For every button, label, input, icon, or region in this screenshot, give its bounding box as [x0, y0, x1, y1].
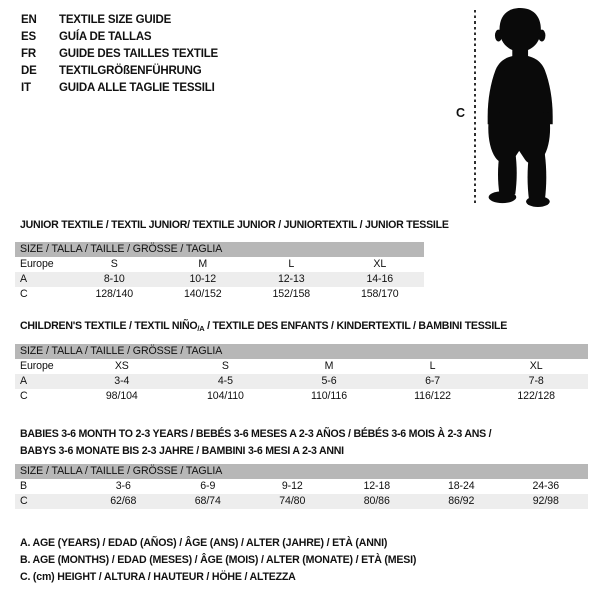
row-label: Europe	[20, 258, 54, 270]
babies-title-line2: BABYS 3-6 MONATE BIS 2-3 JAHRE / BAMBINI 3-6 MESI A 2-3 ANNI	[20, 445, 344, 457]
size-cell: 158/170	[360, 288, 399, 300]
size-header-band: SIZE / TALLA / TAILLE / GRÖSSE / TAGLIA	[15, 344, 588, 359]
language-label: TEXTILGRÖßENFÜHRUNG	[59, 65, 202, 77]
size-cell: 14-16	[366, 273, 394, 285]
size-header-band: SIZE / TALLA / TAILLE / GRÖSSE / TAGLIA	[15, 464, 588, 479]
table-row	[15, 494, 588, 509]
table-row	[15, 272, 424, 287]
junior-size-table	[15, 242, 424, 302]
size-cell: 152/158	[272, 288, 311, 300]
row-label: A	[20, 375, 27, 387]
size-cell: 104/110	[206, 390, 244, 402]
size-cell: 62/68	[110, 495, 137, 507]
size-cell: 86/92	[448, 495, 475, 507]
size-cell: L	[288, 258, 295, 270]
table-row	[15, 374, 588, 389]
babies-size-table	[15, 464, 588, 509]
size-cell: 68/74	[194, 495, 221, 507]
language-code: DE	[21, 65, 37, 77]
size-cell: 110/116	[310, 390, 347, 402]
row-label: C	[20, 495, 28, 507]
row-label: C	[20, 288, 28, 300]
size-cell: XL	[529, 360, 543, 372]
table-row	[15, 287, 424, 302]
children-title-post: / TEXTILE DES ENFANTS / KINDERTEXTIL / BAMBINI TESSILE	[204, 320, 508, 332]
language-row-es	[21, 29, 218, 46]
footnote-b: B. AGE (MONTHS) / EDAD (MESES) / ÂGE (MOIS) / ALTER (MONATE) / ETÀ (MESI)	[20, 554, 417, 567]
language-label: GUIDE DES TAILLES TEXTILE	[59, 48, 218, 60]
language-row-fr	[21, 46, 218, 63]
measure-c-label: C	[456, 106, 466, 120]
language-code: FR	[21, 48, 36, 60]
row-label: C	[20, 390, 28, 402]
children-title-subscript: /A	[197, 324, 205, 333]
size-cell: 128/140	[95, 288, 134, 300]
language-row-en	[21, 12, 218, 29]
children-title-pre: CHILDREN'S TEXTILE / TEXTIL NIÑO	[20, 320, 198, 332]
height-measure-dotted-line	[474, 10, 476, 206]
size-cell: 92/98	[532, 495, 559, 507]
size-cell: 140/152	[183, 288, 222, 300]
babies-title-line1: BABIES 3-6 MONTH TO 2-3 YEARS / BEBÉS 3-6 MESES A 2-3 AÑOS / BÉBÉS 3-6 MOIS À 2-3 ANS /	[20, 428, 492, 440]
language-code: IT	[21, 82, 31, 94]
junior-section-title: JUNIOR TEXTILE / TEXTIL JUNIOR/ TEXTILE JUNIOR / JUNIORTEXTIL / JUNIOR TESSILE	[20, 219, 449, 231]
row-label: Europe	[20, 360, 54, 372]
size-cell: XL	[373, 258, 387, 270]
size-cell: 122/128	[517, 390, 555, 402]
size-cell: XS	[114, 360, 129, 372]
size-cell: 6-9	[200, 480, 216, 492]
footnote-a: A. AGE (YEARS) / EDAD (AÑOS) / ÂGE (ANS) / ALTER (JAHRE) / ETÀ (ANNI)	[20, 537, 388, 549]
size-cell: 9-12	[281, 480, 303, 492]
language-title-list	[21, 12, 218, 97]
language-code: EN	[21, 14, 37, 26]
size-cell: 6-7	[425, 375, 441, 387]
language-label: TEXTILE SIZE GUIDE	[59, 14, 172, 26]
size-cell: S	[221, 360, 229, 372]
table-row	[15, 389, 588, 404]
row-label: A	[20, 273, 27, 285]
language-code: ES	[21, 31, 36, 43]
language-label: GUIDA ALLE TAGLIE TESSILI	[59, 82, 215, 94]
language-label: GUÍA DE TALLAS	[59, 31, 152, 43]
size-cell: 7-8	[528, 375, 544, 387]
footnote-legend	[20, 535, 416, 587]
size-cell: 98/104	[105, 390, 138, 402]
toddler-silhouette-icon	[487, 6, 577, 208]
size-cell: 4-5	[217, 375, 233, 387]
size-cell: 116/122	[414, 390, 451, 402]
size-cell: 74/80	[279, 495, 306, 507]
size-cell: 3-4	[114, 375, 130, 387]
table-row	[15, 257, 424, 272]
table-row	[15, 359, 588, 374]
babies-section-title	[20, 426, 491, 460]
size-header-band: SIZE / TALLA / TAILLE / GRÖSSE / TAGLIA	[15, 242, 424, 257]
language-row-it	[21, 80, 218, 97]
size-cell: 80/86	[363, 495, 390, 507]
size-cell: M	[198, 258, 208, 270]
footnote-c: C. (cm) HEIGHT / ALTURA / HAUTEUR / HÖHE / ALTEZZA	[20, 571, 296, 584]
size-cell: 3-6	[115, 480, 131, 492]
size-cell: 10-12	[189, 273, 217, 285]
size-cell: L	[429, 360, 436, 372]
children-section-title	[20, 320, 507, 333]
table-row	[15, 479, 588, 494]
size-cell: 12-13	[277, 273, 305, 285]
size-cell: 8-10	[103, 273, 125, 285]
children-size-table	[15, 344, 588, 404]
size-cell: 12-18	[363, 480, 391, 492]
size-cell: 18-24	[447, 480, 475, 492]
row-label: B	[20, 480, 27, 492]
size-cell: S	[110, 258, 118, 270]
language-row-de	[21, 63, 218, 80]
size-cell: M	[324, 360, 334, 372]
size-cell: 24-36	[532, 480, 560, 492]
size-cell: 5-6	[321, 375, 337, 387]
